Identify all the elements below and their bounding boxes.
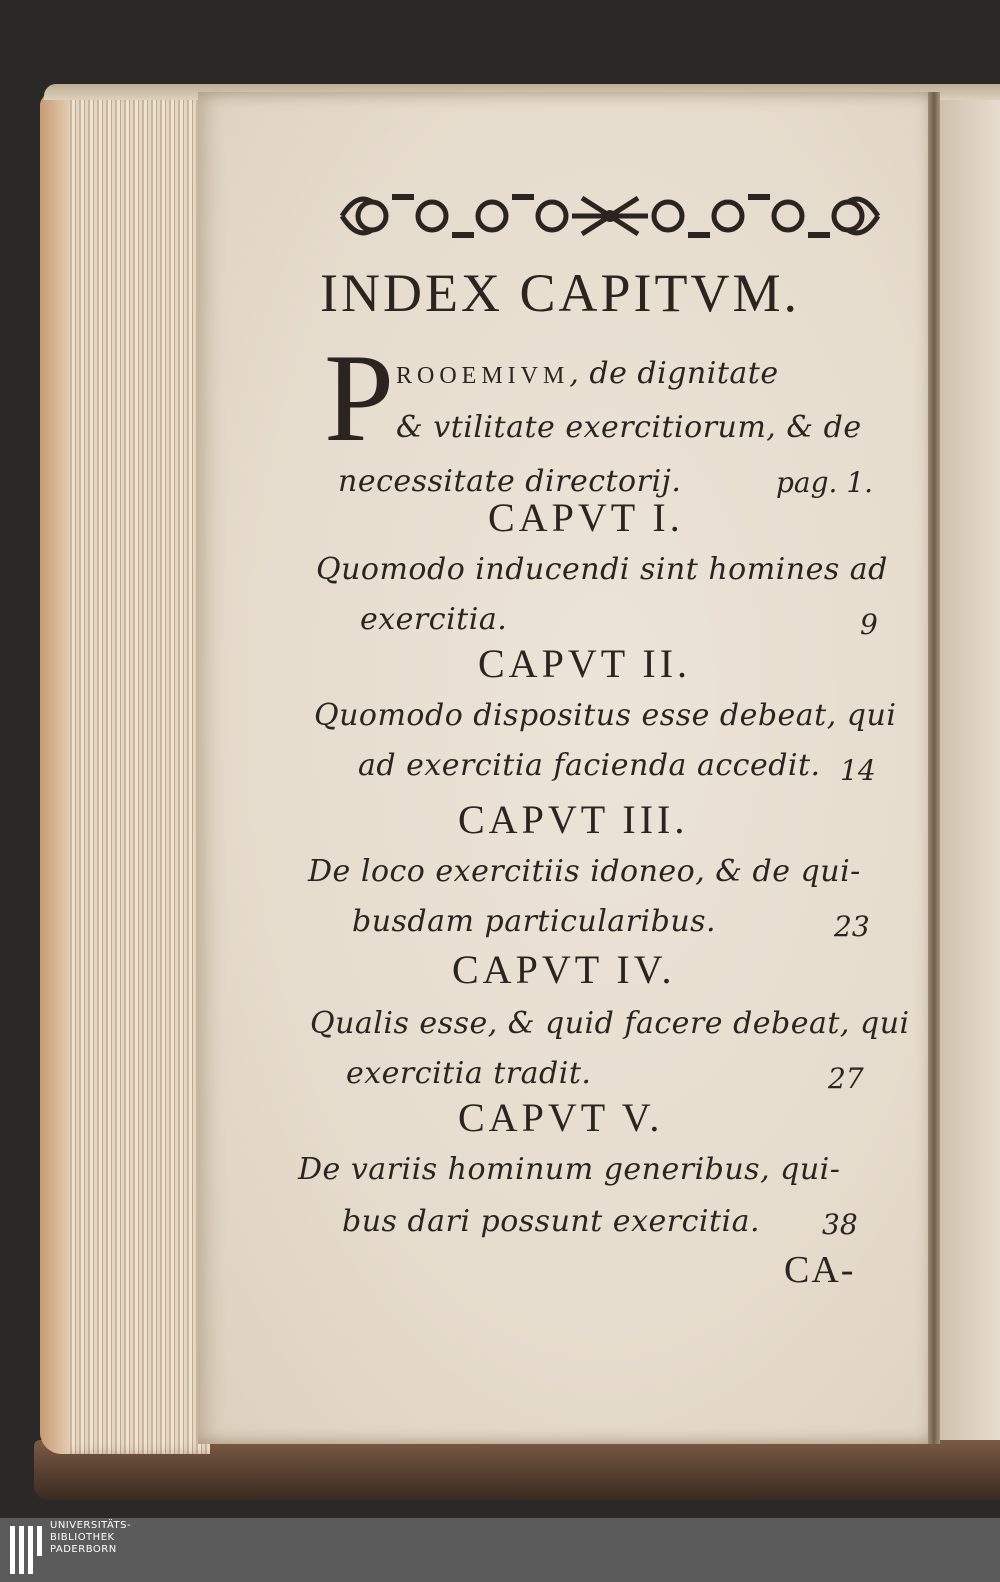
chapter-title-line: Quomodo dispositus esse debeat, qui: [314, 698, 897, 733]
page-edges: [40, 92, 210, 1454]
chapter-page-number: 27: [828, 1062, 864, 1095]
ornament-icon: [332, 184, 888, 248]
chapter-title-line: Qualis esse, & quid facere debeat, qui: [310, 1006, 910, 1041]
chapter-heading: CAPVT II.: [478, 641, 692, 686]
chapter-title-line: bus dari possunt exercitia.: [342, 1204, 761, 1239]
chapter-title-line: ad exercitia facienda accedit.: [358, 748, 821, 783]
library-logo-line: BIBLIOTHEK: [50, 1532, 115, 1543]
proem-line-3: necessitate directorij.: [338, 464, 682, 499]
library-logo-icon: [10, 1526, 42, 1574]
chapter-heading: CAPVT IV.: [452, 947, 676, 992]
proem-line-2: & vtilitate exercitiorum, & de: [396, 410, 862, 445]
chapter-heading: CAPVT V.: [458, 1095, 664, 1140]
page-title: INDEX CAPITVM.: [320, 263, 800, 323]
drop-cap: P: [324, 329, 395, 468]
chapter-title-line: exercitia tradit.: [346, 1056, 592, 1091]
chapter-page-number: 23: [834, 910, 870, 943]
library-logo-line: UNIVERSITÄTS-: [50, 1520, 132, 1531]
proem-smallcaps: ROOEMIVM: [396, 363, 570, 389]
chapter-heading: CAPVT I.: [488, 495, 684, 540]
proem-line-1-rest: , de dignitate: [569, 356, 779, 391]
chapter-page-number: 9: [860, 608, 878, 641]
proem-line-1: [396, 356, 779, 391]
gutter: [928, 92, 940, 1444]
chapter-title-line: De loco exercitiis idoneo, & de qui-: [308, 854, 861, 889]
catchword: CA-: [784, 1249, 856, 1291]
chapter-title-line: busdam particularibus.: [352, 904, 717, 939]
chapter-page-number: 38: [822, 1208, 858, 1241]
chapter-title-line: Quomodo inducendi sint homines ad: [316, 552, 888, 587]
chapter-title-line: De variis hominum generibus, qui-: [298, 1152, 841, 1187]
chapter-heading: CAPVT III.: [458, 797, 689, 842]
proem-page-number: pag. 1.: [776, 466, 874, 499]
library-logo-line: PADERBORN: [50, 1544, 117, 1555]
facing-page: [940, 100, 1000, 1440]
library-footer: [0, 1518, 1000, 1582]
chapter-page-number: 14: [840, 754, 876, 787]
chapter-title-line: exercitia.: [360, 602, 508, 637]
